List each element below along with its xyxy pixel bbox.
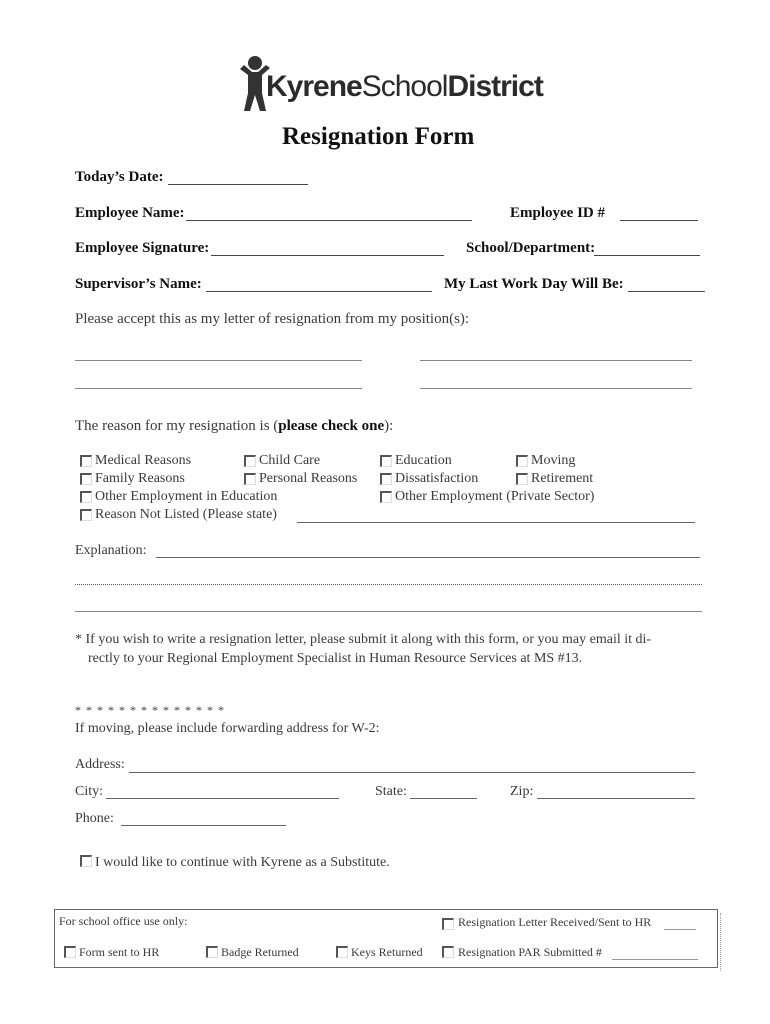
position-field-1[interactable] — [75, 360, 362, 361]
family-reasons-label: Family Reasons — [95, 471, 185, 486]
other-employment-private-checkbox[interactable] — [380, 491, 392, 503]
logo-wordmark: KyreneSchoolDistrict — [266, 70, 543, 103]
keys-returned-label: Keys Returned — [351, 945, 423, 959]
address-label: Address: — [75, 757, 125, 772]
position-field-2[interactable] — [420, 360, 692, 361]
last-work-day-field[interactable] — [628, 291, 705, 292]
zip-field[interactable] — [537, 798, 695, 799]
family-reasons-checkbox[interactable] — [80, 473, 92, 485]
todays-date-field[interactable] — [168, 184, 308, 185]
personal-reasons-checkbox[interactable] — [244, 473, 256, 485]
education-checkbox[interactable] — [380, 455, 392, 467]
medical-reasons-label: Medical Reasons — [95, 453, 192, 468]
personal-reasons-label: Personal Reasons — [259, 471, 358, 486]
substitute-checkbox[interactable] — [80, 855, 92, 867]
child-care-checkbox[interactable] — [244, 455, 256, 467]
dissatisfaction-label: Dissatisfaction — [395, 471, 479, 486]
position-field-3[interactable] — [75, 388, 362, 389]
zip-label: Zip: — [510, 784, 534, 799]
explanation-label: Explanation: — [75, 543, 147, 558]
resignation-letter-note-line2: rectly to your Regional Employment Specialist in Human Resource Services at MS #13. — [88, 651, 583, 666]
explanation-field-2[interactable] — [75, 584, 702, 585]
explanation-field-3[interactable] — [75, 611, 702, 612]
state-label: State: — [375, 784, 407, 799]
employee-name-label: Employee Name: — [75, 205, 185, 221]
supervisor-name-label: Supervisor’s Name: — [75, 276, 202, 292]
office-use-heading: For school office use only: — [59, 914, 188, 928]
par-submitted-field[interactable] — [612, 959, 698, 960]
address-field[interactable] — [129, 772, 695, 773]
medical-reasons-checkbox[interactable] — [80, 455, 92, 467]
section-divider-stars: * * * * * * * * * * * * * * — [75, 703, 225, 717]
other-employment-private-label: Other Employment (Private Sector) — [395, 489, 595, 504]
other-employment-education-label: Other Employment in Education — [95, 489, 278, 504]
moving-intro-text: If moving, please include forwarding address for W-2: — [75, 721, 380, 736]
phone-field[interactable] — [121, 825, 286, 826]
position-intro-text: Please accept this as my letter of resignation from my position(s): — [75, 311, 470, 327]
letter-received-label: Resignation Letter Received/Sent to HR — [458, 915, 652, 929]
todays-date-label: Today’s Date: — [75, 169, 164, 185]
form-title: Resignation Form — [282, 123, 475, 150]
substitute-label: I would like to continue with Kyrene as a Substitute. — [95, 855, 390, 870]
reason-not-listed-field[interactable] — [297, 522, 695, 523]
employee-id-field[interactable] — [620, 220, 698, 221]
office-box-shadow — [720, 913, 721, 971]
letter-received-field[interactable] — [664, 929, 696, 930]
school-department-field[interactable] — [594, 255, 700, 256]
reason-intro-text: The reason for my resignation is (please check one): — [75, 418, 394, 434]
reason-not-listed-checkbox[interactable] — [80, 509, 92, 521]
employee-signature-label: Employee Signature: — [75, 240, 210, 256]
child-care-label: Child Care — [259, 453, 321, 468]
moving-label: Moving — [531, 453, 576, 468]
badge-returned-checkbox[interactable] — [206, 946, 218, 958]
phone-label: Phone: — [75, 811, 114, 826]
other-employment-education-checkbox[interactable] — [80, 491, 92, 503]
resignation-letter-note-line1: * If you wish to write a resignation letter, please submit it along with this form, or you may email it di- — [75, 632, 652, 647]
form-sent-checkbox[interactable] — [64, 946, 76, 958]
retirement-checkbox[interactable] — [516, 473, 528, 485]
city-label: City: — [75, 784, 104, 799]
education-label: Education — [395, 453, 452, 468]
employee-id-label: Employee ID # — [510, 205, 605, 221]
par-submitted-label: Resignation PAR Submitted # — [458, 945, 602, 959]
reason-not-listed-label: Reason Not Listed (Please state) — [95, 507, 277, 522]
badge-returned-label: Badge Returned — [221, 945, 299, 959]
explanation-field-1[interactable] — [156, 557, 700, 558]
city-field[interactable] — [106, 798, 339, 799]
supervisor-name-field[interactable] — [206, 291, 432, 292]
keys-returned-checkbox[interactable] — [336, 946, 348, 958]
employee-signature-field[interactable] — [211, 255, 444, 256]
form-sent-label: Form sent to HR — [79, 945, 160, 959]
position-field-4[interactable] — [420, 388, 692, 389]
employee-name-field[interactable] — [186, 220, 472, 221]
last-work-day-label: My Last Work Day Will Be: — [444, 276, 624, 292]
state-field[interactable] — [410, 798, 477, 799]
par-submitted-checkbox[interactable] — [442, 946, 454, 958]
dissatisfaction-checkbox[interactable] — [380, 473, 392, 485]
school-department-label: School/Department: — [466, 240, 596, 256]
letter-received-checkbox[interactable] — [442, 918, 454, 930]
moving-checkbox[interactable] — [516, 455, 528, 467]
retirement-label: Retirement — [531, 471, 594, 486]
